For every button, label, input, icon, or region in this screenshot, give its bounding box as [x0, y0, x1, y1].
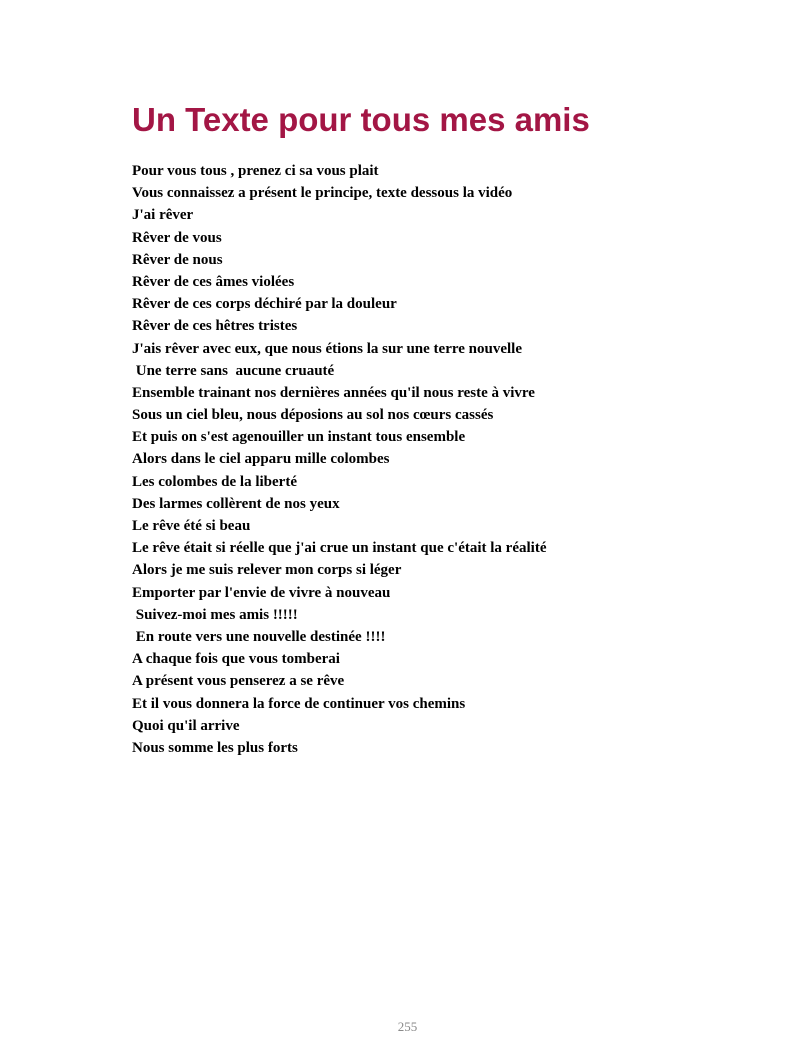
poem-text — [132, 160, 546, 759]
page-number: 255 — [397, 1019, 418, 1034]
poem-line: J'ai rêver — [132, 207, 194, 224]
poem-line: Rêver de ces corps déchiré par la douleur — [132, 296, 397, 313]
poem-line: Vous connaissez a présent le principe, texte dessous la vidéo — [132, 185, 513, 202]
poem-line: A chaque fois que vous tomberai — [132, 651, 340, 668]
poem-line: Et il vous donnera la force de continuer vos chemins — [132, 695, 466, 712]
poem-line: Rêver de ces âmes violées — [132, 273, 295, 290]
poem-line: Alors je me suis relever mon corps si léger — [132, 562, 402, 579]
poem-line: Rêver de nous — [132, 251, 223, 268]
poem-line: Nous somme les plus forts — [132, 739, 298, 756]
poem-line: Rêver de vous — [132, 229, 222, 246]
poem-line: Alors dans le ciel apparu mille colombes — [132, 451, 390, 468]
poem-line: Emporter par l'envie de vivre à nouveau — [132, 584, 391, 601]
poem-line: En route vers une nouvelle destinée !!!! — [132, 628, 386, 645]
poem-line: Les colombes de la liberté — [132, 473, 297, 490]
page-title: Un Texte pour tous mes amis — [132, 101, 590, 138]
poem-line: Quoi qu'il arrive — [132, 717, 240, 734]
poem-line: Pour vous tous , prenez ci sa vous plait — [132, 163, 379, 179]
poem-line: Suivez-moi mes amis !!!!! — [132, 606, 298, 623]
poem-line: Ensemble trainant nos dernières années qu'il nous reste à vivre — [132, 384, 535, 401]
poem-line: A présent vous penserez a se rêve — [132, 673, 345, 690]
poem-line: J'ais rêver avec eux, que nous étions la sur une terre nouvelle — [132, 340, 522, 357]
poem-line: Une terre sans aucune cruauté — [132, 362, 335, 379]
poem-line: Et puis on s'est agenouiller un instant tous ensemble — [132, 429, 466, 446]
poem-line: Des larmes collèrent de nos yeux — [132, 495, 340, 512]
poem-line: Le rêve était si réelle que j'ai crue un instant que c'était la réalité — [132, 540, 547, 557]
poem-line: Sous un ciel bleu, nous déposions au sol nos cœurs cassés — [132, 407, 494, 424]
poem-line: Rêver de ces hêtres tristes — [132, 318, 298, 335]
poem-line: Le rêve été si beau — [132, 518, 251, 534]
